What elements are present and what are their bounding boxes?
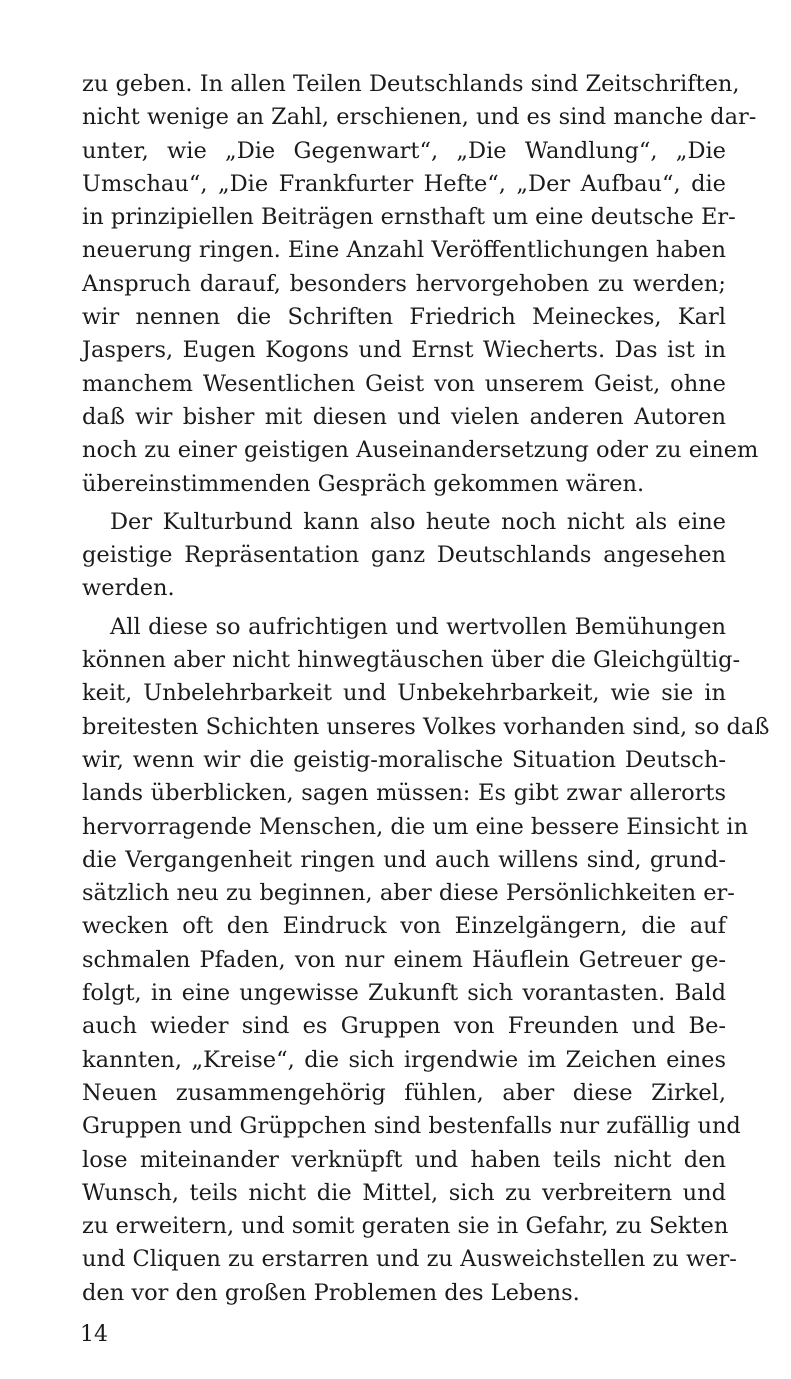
page-number: 14 — [80, 1322, 108, 1347]
text-line: Wunsch, teils nicht die Mittel, sich zu verbreitern und — [82, 1179, 726, 1206]
text-line: die Vergangenheit ringen und auch willens sind, grund- — [82, 846, 726, 873]
text-line: Anspruch darauf, besonders hervorgehoben zu werden; — [82, 270, 726, 297]
text-line: folgt, in eine ungewisse Zukunft sich vorantasten. Bald — [82, 980, 726, 1007]
text-line: Der Kulturbund kann also heute noch nicht als eine — [110, 508, 726, 535]
text-line: den vor den großen Problemen des Lebens. — [82, 1279, 580, 1306]
text-line: sätzlich neu zu beginnen, aber diese Persönlichkeiten er- — [82, 880, 735, 907]
text-line: kannten, „Kreise“, die sich irgendwie im Zeichen eines — [82, 1046, 726, 1073]
text-line: Neuen zusammengehörig fühlen, aber diese Zirkel, — [82, 1079, 726, 1106]
text-line: All diese so aufrichtigen und wertvollen Bemühungen — [110, 613, 726, 640]
text-line: auch wieder sind es Gruppen von Freunden und Be- — [82, 1013, 726, 1040]
text-line: hervorragende Menschen, die um eine bessere Einsicht in — [82, 813, 749, 840]
text-line: unter, wie „Die Gegenwart“, „Die Wandlung“, „Die — [82, 137, 726, 164]
text-line: lands überblicken, sagen müssen: Es gibt zwar allerorts — [82, 780, 726, 807]
text-line: lose miteinander verknüpft und haben teils nicht den — [82, 1146, 726, 1173]
text-line: breitesten Schichten unseres Volkes vorhanden sind, so daß — [82, 713, 770, 740]
text-line: keit, Unbelehrbarkeit und Unbekehrbarkeit, wie sie in — [82, 680, 726, 707]
text-line: in prinzipiellen Beiträgen ernsthaft um eine deutsche Er- — [82, 204, 736, 231]
body-text — [82, 68, 770, 1310]
text-line: wecken oft den Eindruck von Einzelgängern, die auf — [82, 913, 726, 940]
text-line: schmalen Pfaden, von nur einem Häuflein Getreuer ge- — [82, 946, 726, 973]
text-line: Gruppen und Grüppchen sind bestenfalls nur zufällig und — [82, 1113, 741, 1140]
text-line: Umschau“, „Die Frankfurter Hefte“, „Der Aufbau“, die — [82, 170, 726, 197]
text-line: nicht wenige an Zahl, erschienen, und es sind manche dar- — [82, 104, 757, 131]
paragraph-1 — [82, 68, 759, 501]
text-line: daß wir bisher mit diesen und vielen anderen Autoren — [82, 403, 726, 430]
text-line: werden. — [82, 575, 175, 602]
text-line: können aber nicht hinwegtäuschen über die Gleichgültig- — [82, 647, 741, 674]
text-line: Jaspers, Eugen Kogons und Ernst Wiecherts. Das ist in — [82, 337, 726, 364]
text-line: wir, wenn wir die geistig-moralische Situation Deutsch- — [82, 746, 726, 773]
text-line: neuerung ringen. Eine Anzahl Veröffentlichungen haben — [82, 237, 726, 264]
text-line: und Cliquen zu erstarren und zu Ausweichstellen zu wer- — [82, 1246, 737, 1273]
paragraph-2 — [82, 506, 726, 606]
text-line: manchem Wesentlichen Geist von unserem Geist, ohne — [82, 370, 726, 397]
paragraph-3 — [82, 611, 770, 1310]
text-line: zu geben. In allen Teilen Deutschlands sind Zeitschriften, — [82, 71, 740, 97]
text-line: übereinstimmenden Gespräch gekommen wären. — [82, 470, 645, 497]
text-line: zu erweitern, und somit geraten sie in Gefahr, zu Sekten — [82, 1213, 729, 1240]
text-line: wir nennen die Schriften Friedrich Meineckes, Karl — [82, 304, 726, 331]
text-line: noch zu einer geistigen Auseinandersetzung oder zu einem — [82, 437, 759, 464]
text-line: geistige Repräsentation ganz Deutschlands angesehen — [82, 542, 726, 569]
